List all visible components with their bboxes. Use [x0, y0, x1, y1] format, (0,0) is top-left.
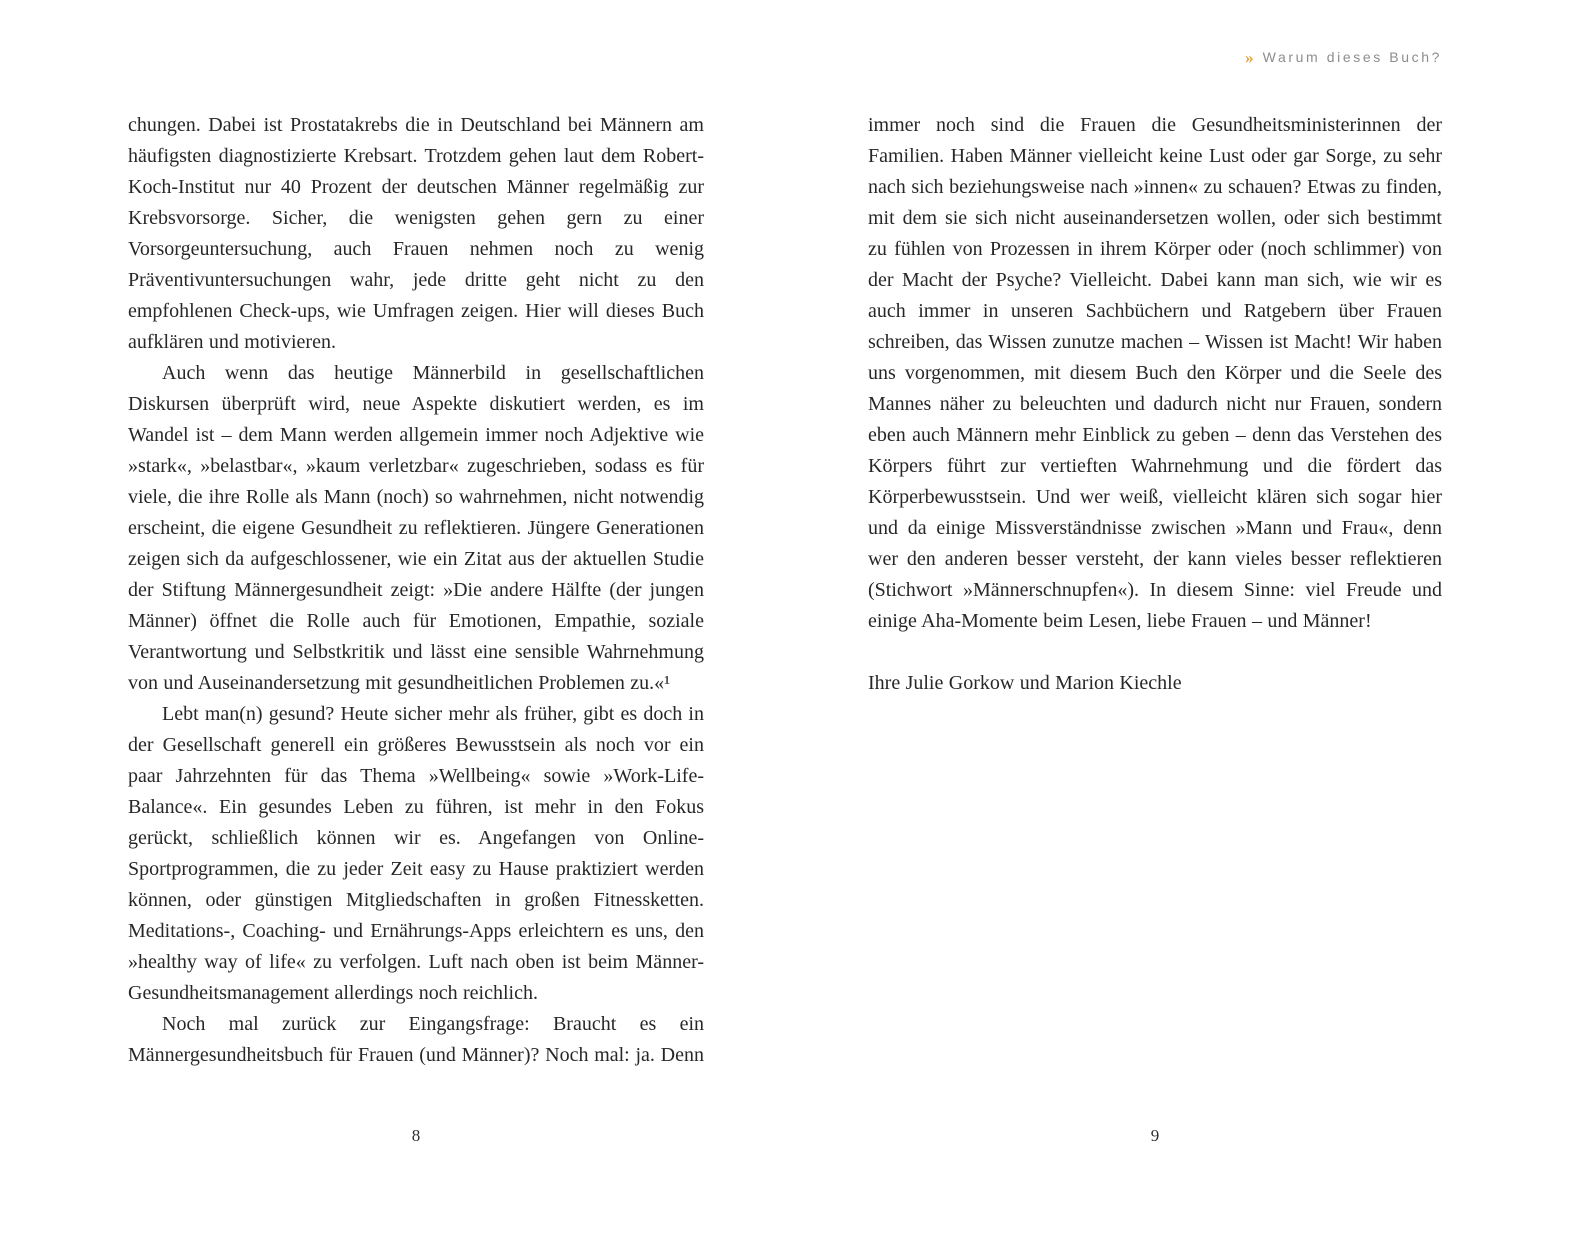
running-header — [1245, 48, 1442, 68]
page-number-right: 9 — [1150, 1126, 1160, 1145]
paragraph: Lebt man(n) gesund? Heute sicher mehr als früher, gibt es doch in der Gesellschaft generell ein größeres Bewusstsein als noch vor ein paar Jahrzehnten für das Thema »Wellbeing« sowie »Work-Life-Balance«. Ein gesundes Leben zu führen, ist mehr in den Fokus gerückt, schließlich können wir es. Angefangen von Online-Sportprogrammen, die zu jeder Zeit easy zu Hause praktiziert werden können, oder günstigen Mitgliedschaften in großen Fitnessketten. Meditations-, Coaching- und Ernährungs-Apps erleichtern es uns, den »healthy way of life« zu verfolgen. Luft nach oben ist beim Männer-Gesundheitsmanagement allerdings noch reichlich. — [128, 703, 704, 1004]
author-signature: Ihre Julie Gorkow und Marion Kiechle — [868, 672, 1182, 694]
paragraph: Auch wenn das heutige Männerbild in gesellschaftlichen Diskursen überprüft wird, neue Aspekte diskutiert werden, es im Wandel ist – dem Mann werden allgemein immer noch Adjektive wie »stark«, »belastbar«, »kaum verletzbar« zugeschrieben, sodass es für viele, die ihre Rolle als Mann (noch) so wahrnehmen, nicht notwendig erscheint, die eigene Gesundheit zu reflektieren. Jüngere Generationen zeigen sich da aufgeschlossener, wie ein Zitat aus der aktuellen Studie der Stiftung Männergesundheit zeigt: »Die andere Hälfte (der jungen Männer) öffnet die Rolle auch für Emotionen, Empathie, soziale Verantwortung und Selbstkritik und lässt eine sensible Wahrnehmung von und Auseinandersetzung mit gesundheitlichen Problemen zu.«¹ — [128, 362, 704, 694]
page-right — [868, 110, 1442, 699]
chapter-marker-icon: » — [1245, 48, 1254, 67]
page-number-left: 8 — [411, 1126, 421, 1145]
running-header-title: Warum dieses Buch? — [1262, 49, 1442, 65]
paragraph: chungen. Dabei ist Prostatakrebs die in Deutschland bei Männern am häufigsten diagnostizierte Krebsart. Trotzdem gehen laut dem Robert-Koch-Institut nur 40 Prozent der deutschen Männer regelmäßig zur Krebsvorsorge. Sicher, die wenigsten gehen gern zu einer Vorsorgeuntersuchung, auch Frauen nehmen noch zu wenig Präventivuntersuchungen wahr, jede dritte geht nicht zu den empfohlenen Check-ups, wie Umfragen zeigen. Hier will dieses Buch aufklären und motivieren. — [128, 114, 704, 353]
page-left — [128, 110, 704, 1071]
paragraph: immer noch sind die Frauen die Gesundheitsministerinnen der Familien. Haben Männer vielleicht keine Lust oder gar Sorge, zu sehr nach sich beziehungsweise nach »innen« zu schauen? Etwas zu finden, mit dem sie sich nicht auseinandersetzen wollen, oder sich bestimmt zu fühlen von Prozessen in ihrem Körper oder (noch schlimmer) von der Macht der Psyche? Vielleicht. Dabei kann man sich, wie wir es auch immer in unseren Sachbüchern und Ratgebern über Frauen schreiben, das Wissen zunutze machen – Wissen ist Macht! Wir haben uns vorgenommen, mit diesem Buch den Körper und die Seele des Mannes näher zu beleuchten und dadurch nicht nur Frauen, sondern eben auch Männern mehr Einblick zu geben – denn das Verstehen des Körpers führt zur vertieften Wahrnehmung und die fördert das Körperbewusstsein. Und wer weiß, vielleicht klären sich sogar hier und da einige Missverständnisse zwischen »Mann und Frau«, denn wer den anderen besser versteht, der kann vieles besser reflektieren (Stichwort »Männerschnupfen«). In diesem Sinne: viel Freude und einige Aha-Momente beim Lesen, liebe Frauen – und Männer! — [868, 114, 1442, 632]
paragraph: Noch mal zurück zur Eingangsfrage: Braucht es ein Männergesundheitsbuch für Frauen (und Männer)? Noch mal: ja. Denn — [128, 1013, 704, 1066]
